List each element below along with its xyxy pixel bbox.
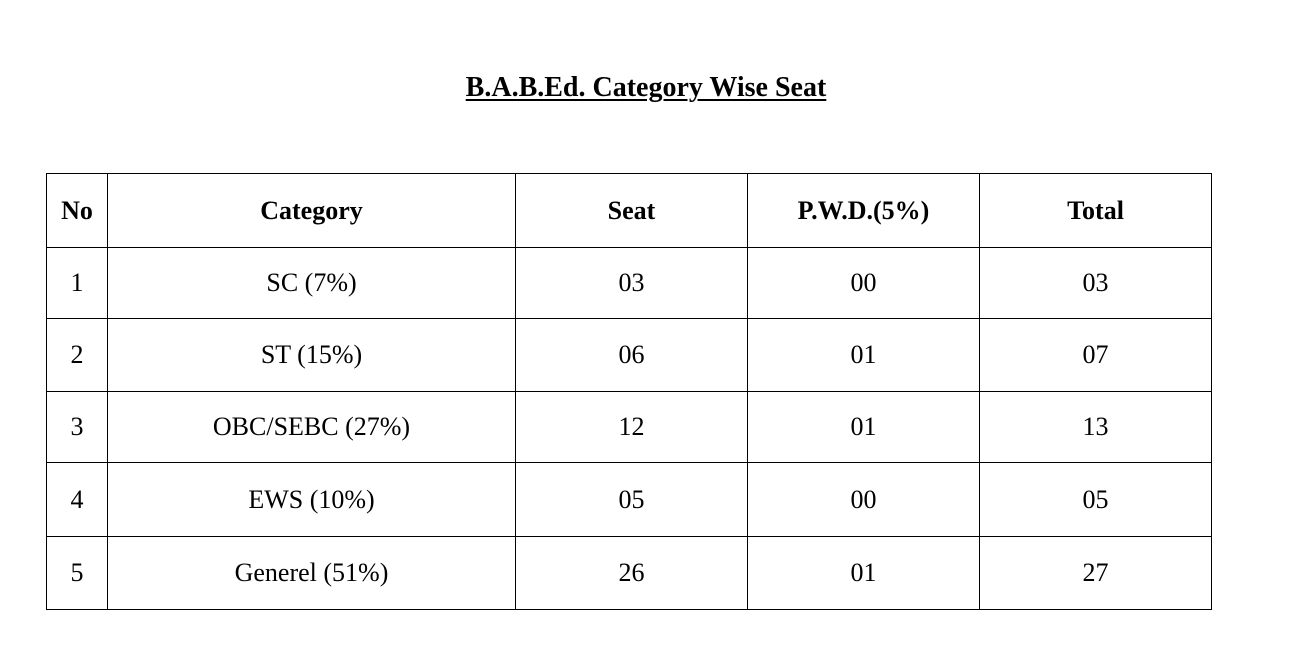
cell-seat: 03 <box>516 248 748 319</box>
header-no: No <box>47 174 108 248</box>
cell-total: 13 <box>980 392 1212 463</box>
cell-no: 2 <box>47 319 108 392</box>
cell-category: ST (15%) <box>108 319 516 392</box>
header-pwd: P.W.D.(5%) <box>748 174 980 248</box>
cell-total: 05 <box>980 463 1212 537</box>
cell-seat: 05 <box>516 463 748 537</box>
cell-no: 3 <box>47 392 108 463</box>
cell-no: 5 <box>47 537 108 610</box>
cell-pwd: 01 <box>748 537 980 610</box>
header-category: Category <box>108 174 516 248</box>
table-row <box>47 248 1212 319</box>
table-row <box>47 463 1212 537</box>
cell-category: EWS (10%) <box>108 463 516 537</box>
cell-seat: 06 <box>516 319 748 392</box>
table-row <box>47 319 1212 392</box>
table-header-row <box>47 174 1212 248</box>
cell-category: SC (7%) <box>108 248 516 319</box>
cell-no: 4 <box>47 463 108 537</box>
table-row <box>47 537 1212 610</box>
cell-seat: 12 <box>516 392 748 463</box>
page-title: B.A.B.Ed. Category Wise Seat <box>465 72 827 103</box>
cell-total: 07 <box>980 319 1212 392</box>
cell-no: 1 <box>47 248 108 319</box>
table-row <box>47 392 1212 463</box>
category-seat-table <box>46 173 1212 610</box>
cell-pwd: 01 <box>748 392 980 463</box>
cell-category: OBC/SEBC (27%) <box>108 392 516 463</box>
cell-seat: 26 <box>516 537 748 610</box>
cell-pwd: 00 <box>748 463 980 537</box>
cell-pwd: 00 <box>748 248 980 319</box>
cell-total: 03 <box>980 248 1212 319</box>
cell-total: 27 <box>980 537 1212 610</box>
cell-pwd: 01 <box>748 319 980 392</box>
header-total: Total <box>980 174 1212 248</box>
cell-category: Generel (51%) <box>108 537 516 610</box>
header-seat: Seat <box>516 174 748 248</box>
